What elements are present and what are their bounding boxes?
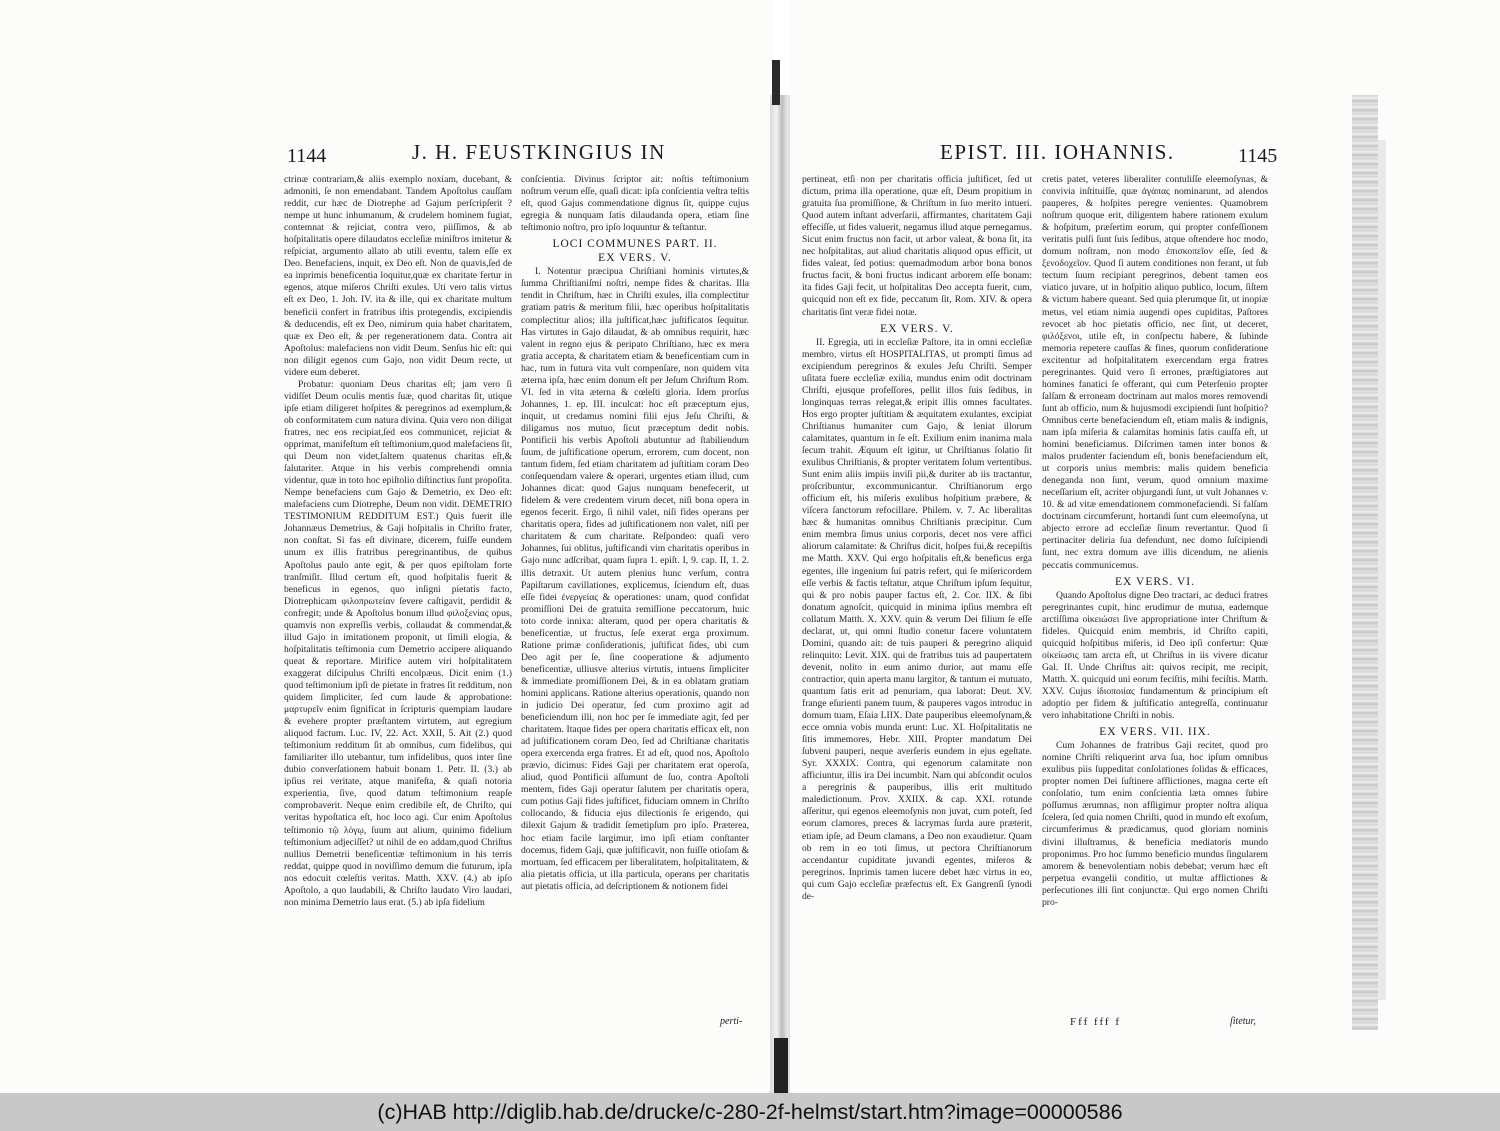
left-page-number: 1144: [287, 145, 327, 167]
spine-shadow-top: [772, 60, 780, 105]
ex-vers-v-heading-left: EX VERS. V.: [598, 252, 672, 265]
left-page: [0, 0, 774, 1093]
left-col1-para-1: ctrinæ contrariam,& aliis exemplo noxiam, ducebant, & admoniti, ſe non emendabant. Tandem Apoſtolus cauſſam reddit, cur hæc de Diotrephe ad Gajum perſcripſerit ? nempe ut hunc inhumanum, & crudelem hominem fugiat, contemnat & rejiciat, contra vero, piiſſimos, & ab hoſpitalitatis opere dilaudatos eccleſiæ miniſtros imitetur & reſpiciat, argumento allato ab utili eventu, talem eſſe ex Deo. Benefaciens, inquit, ex Deo eſt. Non de quavis,ſed de ea inprimis beneficentia loquitur,quæ ex charitate fertur in egenos, atque miſeros Chriſti exules. Uti vero talis virtus eſt ex Deo, 1. Joh. IV. ita & ille, qui ex charitate multum beneficii confert in fratribus iſtis protegendis, excipiendis & deducendis, eſt ex Deo, nimirum quia habet charitatem, quæ ex Deo eſt, & per regenerationem data. Contra ait Apoſtolus: malefaciens non vidit Deum. Senſus hic eſt: qui non diligit egenos cum Gajo, non vidit Deum recte, ut videre eum deberet.: [284, 174, 512, 378]
right-col2-body: cretis patet, veteres liberaliter contuliſſe eleemoſynas, & convivia inſtituiſſe, quæ ἀγάπας nominarunt, ad alendos pauperes, & hoſpites peregre venientes. Quamobrem noſtrum quoque erit, diligentem habere rationem exulum & hoſpitum, præſertim eorum, qui propter confeſſionem veritatis pulſi ſunt ſuis ſedibus, atque oſtendere hoc modo, domum noſtram, non modo ἐπισκοπεῖον eſſe, ſed & ξενοδοχεῖον. Quod ſi autem conditiones non ferant, ut ſub tectum ſuum recipiant peregrinos, debent tamen eos viatico juvare, ut in hoſpitio aliquo publico, locum, ſiſtem & victum habere queant. Sed quia plerumque ſit, ut inopiæ metus, vel etiam nimia augendi opes cupiditas, Paſtores revocet ab hoc pietatis officio, nec ſint, ut deceret, φιλόξενοι, utile eſt, in conſpectu habere, & ſubinde memoria repetere cauſſas & fines, quorum conſideratione excitentur ad hoſpitalitatem exercendam erga fratres peregrinantes. Quid vero ſi errones, præſtigiatores aut homines fanatici ſe offerant, qui cum Peterſenio propter ſalſam & erroneam doctrinam aut malos mores removendi ſunt ab officio, num & hujusmodi excipiendi ſunt hoſpitio? Omnibus certe benefaciendum eſt, etiam malis & indignis, nam ipſa miſeria & calamitas hominis ſatis cauſſa eſt, ut homini beneficiamus. Diſcrimen tamen inter bonos & malos prudenter faciendum eſt, bonis benefaciendum eſt, ut corporis unius membris: malis quidem beneficia deneganda non ſunt, verum, quod omnium maxime neceſſarium eſt, acriter objurgandi ſunt, ut vult Johannes v. 10. & ad vitæ emendationem commonefaciendi. Si falſam doctrinam circumferunt, hortandi ſunt cum eleemoſyna, ut abjecto errore ad eccleſiæ ſinum revertantur. Quod ſi pertinaciter deliria ſua defendunt, nec domo ſuſcipiendi ſunt, nec extra domum ave illis dicendum, ne alienis peccatis communicemus.: [1042, 174, 1268, 571]
ex-vers-vii-iix-heading: EX VERS. VII. IIX.: [1099, 726, 1211, 739]
left-running-head: J. H. FEUSTKINGIUS IN: [412, 140, 666, 164]
right-column-1: [802, 174, 1032, 1019]
right-page: [790, 0, 1500, 1093]
right-page-number: 1145: [1238, 145, 1278, 167]
right-col1-intro: pertineat, etſi non per charitatis officia juſtificet, ſed ut dictum, prima illa operatione, quæ eſt, Deum propitium in gratuita ſua promiſſione, & Chriſtum in ſuo merito intueri. Quod autem inſtant adverſarii, affirmantes, charitatem Gaji effeciſſe, ut fides valuerit, negamus illud atque pernegamus. Sicut enim fructus non facit, ut arbor valeat, & bona ſit, ita nec hoſpitalitas, aut aliud charitatis aliquod opus efficit, ut fides valeat, ſed potius: quemadmodum arbor bona bonos fructus facit, & boni fructus indicant arborem eſſe bonam: ita fides Gaji fecit, ut hoſpitalitas Deo accepta fuerit, cum, quicquid non eſt ex fide, peccatum ſit, Rom. XIV. & opera charitatis ſint veræ fidei notæ.: [802, 174, 1032, 318]
right-running-head: EPIST. III. IOHANNIS.: [940, 140, 1175, 164]
loci-communes-heading: LOCI COMMUNES PART. II.: [552, 238, 718, 251]
left-column-2: [521, 174, 749, 1014]
right-col2-mid: Quando Apoſtolus digne Deo tractari, ac deduci fratres peregrinantes cupit, hinc erudimur de mutua, eademque arctiſſima οἰκειώσει ſive appropriatione inter Chriſtum & fideles. Quicquid enim membris, id Chriſto capiti, quicquid hoſpitibus miſeris, id Deo ipſi confertur: Quæ οἰκείωσις tam arcta eſt, ut Chriſtus in iis vivere dicatur Gal. II. Unde Chriſtus ait: quivos recipit, me recipit, Matth. X. quicquid uni eorum feciſtis, mihi feciſtis. Matth. XXV. Cujus ἰδιοποιίας fundamentum & principium eſt adoptio per fidem & juſtificatio antegreſſa, continuatur vero inhabitatione Chriſti in nobis.: [1042, 589, 1268, 722]
page-edge-highlight: [1378, 140, 1386, 1000]
left-catchword: perti-: [720, 1016, 743, 1027]
book-gutter: [770, 95, 792, 1093]
left-col1-para-2: Probatur: quoniam Deus charitas eſt; jam vero ſi vidiſſet Deum oculis mentis ſuæ, quod charitas ſit, utique ipſe etiam diligeret hoſpites & peregrinos ad exemplum,& ob conformitatem cum natura divina. Quia vero non diligat fratres, nec eos recipiat,ſed eos communicet, rejiciat & opprimat, manifeſtum eſt teſtimonium,quod malefaciens ſit, qui Deum non videt,ſaltem quatenus charitas eſt,& ſalutariter. Atque in his verbis comprehendi omnia videntur, quæ in toto hoc epiſtolio diſtinctius ſunt propoſita. Nempe benefaciens cum Gajo & Demetrio, ex Deo eſt: malefaciens cum Diotrephe, Deum non vidit. DEMETRIO TESTIMONIUM REDDITUM EST.) Quis fuerit ille Johannæus Demetrius, & Gaji hoſpitalis in Chriſto frater, non conſtat. Si fas eſt divinare, dicerem, fuiſſe eundem unum ex illis fratribus peregrinantibus, de quibus Apoſtolus paulo ante egit, & per quos epiſtolam forte tranſmiſit. Illud certum eſt, quod hoſpitalis fuerit & beneficus in egenos, quo inſigni pietatis facto, Diotrephicam φιλοπρωτείαν ſevere caſtigavit, perdidit & confregit; unde & Apoſtolus bonum illud φιλοξενίας opus, quamvis non expreſſis verbis, collaudat & commendat,& illud Gajo in imitationem proponit, ut ſimili elogia, & hoſpitalitatis teſtimonia cum Demetrio accipere aliquando queat & reportare. Mirifice autem viri hoſpitalitatem exaggerat diſcipulus Chriſti encolpæus. Dicit enim (1.) quod teſtimonium ipſi de pietate in fratres ſit redditum, non quidem ſimpliciter, ſed cum laude & approbatione: μαρτυρεῖν enim ſignificat in ſcripturis quempiam laudare & evehere propter præſtantem virtutem, aut egregium aliquod factum. Luc. IV, 22. Act. XXII, 5. Ait (2.) quod teſtimonium redditum ſit ab omnibus, cum fidelibus, qui familiariter illo utebantur, tum infidelibus, quos inter ſine dubio converſationem habuit bonam 1. Petr. II. (3.) ab ipſius rei veritate, atque manifeſta, & quaſi notoria experientia, ſive, quod datum teſtimonium reapſe comprobaverit. Neque enim credibile eſt, de Chriſto, qui veritas hypoſtatica eſt, hoc loco agi. Cur enim Apoſtolus teſtimonio τῷ λόγῳ, ſuum aut alium, quinimo fidelium teſtimonium adjeciſſet? ut nihil de eo addam,quod Chriſtus nullius Demetrii beneficentiæ teſtimonium in his terris reddat, quippe quod in noviſſimo demum die futurum, ipſa nos edocuit cœleſtis veritas. Matth. XXV. (4.) ab ipſo Apoſtolo, a quo laudabili, & Chriſto laudato Viro laudari, non minima Demetrio laus erat. (5.) ab ipſa fidelium: [284, 378, 512, 908]
spine-shadow-bottom: [774, 1038, 788, 1093]
page-edge-stack: [1352, 95, 1378, 1030]
ex-vers-vi-heading: EX VERS. VI.: [1115, 575, 1195, 588]
left-col2-intro: conſcientia. Divinus ſcriptor ait: noſtis teſtimonium noſtrum verum eſſe, quaſi dicat: ipſa conſcientia veſtra teſtis eſt, quod Gajus commendatione dignus ſit, quippe cujus egregia & nunquam ſatis dilaudanda opera, etiam ſine teſtimonio noſtro, pro ipſo loquuntur & teſtantur.: [521, 174, 749, 234]
ex-vers-v-heading-right: EX VERS. V.: [880, 322, 954, 335]
right-col1-body: II. Egregia, uti in eccleſiæ Paſtore, ita in omni eccleſiæ membro, virtus eſt HOSPITALITAS, ut prompti ſimus ad excipiendum peregrinos & exules Jeſu Chriſti. Semper uſitata fuere eccleſiæ exilia, mundus enim odit doctrinam Chriſti, ejusque profeſſores, pellit illos ſuis ſedibus, in longinquas terras relegat,& eripit illis omnes facultates. Hos ergo propter juſtitiam & æquitatem exulantes, excipiat Chriſtianus humaniter cum Gajo, & leniat illorum calamitates, quantum in ſe eſt. Exilium enim inanima mala ſecum trahit. Æquum eſt igitur, ut Chriſtianus ſolatio ſit exulibus Chriſtianis, & propter veritatem ſolum vertentibus. Sunt enim aliis impiis inviſi pii,& duriter ab iis tractantur, proſcribuntur, excommunicantur. Chriſtianorum ergo officium eſt, his miſeris exulibus hoſpitium præbere, & viſcera ſanctorum refocillare. Philem. v. 7. Ac liberalitas hæc & humanitas omnibus Chriſtianis præcipitur. Cum enim membra ſimus unius corporis, decet nos vere affici aliorum calamitate: & Chriſtus dicit, hoſpes fui,& recepiſtis me Matth. XXV. Qui ergo hoſpitalis eſt,& beneficus erga egentes, ille ingenium ſui patris refert, qui ſe miſericordem eſſe verbis & factis teſtatur, atque Chriſtum ipſum ſequitur, qui & pro nobis pauper factus eſt, 2. Cor. IIX. & ſibi donatum agnoſcit, quicquid in minima ipſius membra eſt collatum Matth. X. XXV. quin & verum Dei filium ſe eſſe declarat, ut, qui omni ſtudio conetur facere voluntatem Domini, quando ait: de tuis pauperi & peregrino aliquid relinquito: Levit. XIX. qui de fratribus tuis ad paupertatem devenit, nolito in eum animo durior, aut manu eſſe contractior, quin aperta manu largitor, & tantum ei mutuato, quantum ſatis erit ad penuriam, qua laborat: Deut. XV. frange eſurienti panem tuum, & pauperes vagos introduc in domum tuam, Eſaia LIIX. Date pauperibus eleemoſynam,& ecce omnia vobis munda erunt: Luc. XI. Hoſpitalitatis ne ſitis immemores, Hebr. XIII. Propter mandatum Dei ſubveni pauperi, neque averſeris eundem in ejus egeſtate. Syr. XXXIX. Contra, qui egenorum calamitate non afficiuntur, illis ira Dei incumbit. Nam qui abſcondit oculos a peregrinis & pauperibus, illis erit multitudo maledictionum. Prov. XXIIX. & cap. XXI. rotunde aſſeritur, qui egenos eleemoſynis non juvat, cum poteſt, ſed eorum clamores, preces & lacrymas ſurda aure præterit, etiam ipſe, ad Deum clamans, a Deo non exaudietur. Quam ob rem in eo toti ſimus, ut pectora Chriſtianorum accendantur cupiditate juvandi egentes, miſeros & peregrinos. Inprimis tamen lucere debet hæc virtus in eo, qui cum Gajo eccleſiæ præfectus eſt. Ex Gangrenſi ſynodi de-: [802, 336, 1032, 902]
right-col2-end: Cum Johannes de fratribus Gaji recitet, quod pro nomine Chriſti reliquerint arva ſua, hoc ipſum omnibus exulibus piis ſuppeditat conſolationes ſolidas & efficaces, propter nomen Dei ſuſtinere afflictiones, magna certe eſt conſolatio, tum enim conſcientia læta omnes ſubire poſſumus ærumnas, non afſligimur propter noſtra aliqua ſcelera, ſed quia nomen Chriſti, quod in mundo eſt exoſum, circumferimus & prædicamus, quod gloriam nominis divini illuſtramus, & beneficia mediatoris mundo proponimus. Pro hoc ſummo beneficio mundus ſingularem amorem & benevolentiam nobis debebat; verum hæc eſt perpetua evangelii conditio, ut multæ afflictiones & perſecutiones illi ſint conjunctæ. Qui ergo nomen Chriſti pro-: [1042, 740, 1268, 908]
right-column-2: [1042, 174, 1268, 1014]
signature-mark: Fff fff f: [1070, 1016, 1121, 1028]
left-col2-body: I. Notentur præcipua Chriſtiani hominis virtutes,& ſumma Chriſtianiſmi noſtri, nempe fides & charitas. Illa tendit in Chriſtum, hæc in Chriſti exules, illa complectitur gratiam patris & meritum filii, hæc operibus hoſpitalitatis complectitur alios; illa juſtificat,hæc juſtificatos ſequitur. Has virtutes in Gajo dilaudat, & ab omnibus requirit, hæc valent in regno ejus & peripato Chriſtiano, hæc ex mera gratia accepta, & charitatem etiam & beneficentiam cum in hac, tum in futura vita vult compenſare, non quidem vita æterna ipſa, hæc enim donum eſt per Jeſum Chriſtum Rom. VI. ſed in vita æterna & cœleſti gloria. Idem prorſus Johannes, 1. ep. III. inculcat: hoc eſt præceptum ejus, inquit, ut credamus nomini filii ejus Jeſu Chriſti, & diligamus nos mutuo, ſicut præceptum dedit nobis. Pontificii his verbis Apoſtoli abutuntur ad ſtabiliendum ſuum, de juſtificatione operum, errorem, cum docent, non tantum fidem, ſed etiam charitatem ad juſtitiam coram Deo conſequendam valere & operari, urgentes etiam illud, cum Johannes dicat: quod Gajus nunquam benefecerit, ut fidelem & vere credentem virum decet, niſi bona opera in egenos fecerit. Ergo, ſi nihil valet, niſi fides operans per charitatis opera, fides ad juſtificationem non valet, niſi per charitatem & cum charitate. Reſpondeo: quaſi vero Johannes, ſui oblitus, juſtificandi vim charitatis operibus in Gajo nunc adſcribat, quam ſupra 1. epiſt. I, 9. cap. II, 1. 2. illis detraxit. Ut autem plenius hunc verſum, contra Papiſtarum cavillationes, explicemus, ſciendum eſt, duas eſſe fidei ἐνεργείας & operationes: unam, quod confidat promiſſioni Dei de gratuita remiſſione peccatorum, huic toto corde innixa: alteram, quod per opera charitatis & beneficentiæ, ut fructus, ſeſe exerat erga proximum. Ratione primæ conſiderationis, juſtificat ſides, ubi cum Deo agit per ſe, ſine cooperatione & adjumento beneficentiæ, ulliusve alterius virtutis, intuens ſimpliciter & immediate promiſſionem Dei, & in ea oblatam gratiam homini applicans. Ratione alterius operationis, quando non in judicio Dei operatur, ſed cum proximo agit ad beneficiendum illi, non hoc per ſe immediate agit, ſed per charitatem. Itaque fides per opera charitatis efficax eſt, non ad juſtificationem coram Deo, ſed ad Chriſtianæ charitatis opera exercenda erga fratres. Et ad eſt, quod nos, Apoſtolo prævio, dicimus: Fides Gaji per charitatem erat operoſa, aliud, quod Pontificii aſſumunt de ſuo, contra Apoſtoli mentem, fides Gaji operatur ſalutem per charitatis opera, cum potius Gaji fides juſtificet, fiduciam omnem in Chriſto collocando, & fiducia ejus dilectionis ſe erigendo, qui dilexit Gajum & tradidit ſemetipſum pro ipſo. Præterea, hoc etiam facile largimur, imo ipſi etiam conſtanter docemus, fidem Gaji, quæ juſtificavit, non fuiſſe otioſam & mortuam, ſed efficacem per liberalitatem, hoſpitalitatem, & alia pietatis officia, ut illa particula, operans per charitatis aut pietatis officia, ad deſcriptionem & notionem fidei: [521, 266, 749, 892]
source-footer: [0, 1093, 1500, 1131]
right-catchword: ſitetur,: [1230, 1016, 1256, 1027]
left-column-1: [284, 174, 512, 1037]
source-credit-text: (c)HAB http://diglib.hab.de/drucke/c-280-2f-helmst/start.htm?image=00000586: [377, 1099, 1123, 1124]
